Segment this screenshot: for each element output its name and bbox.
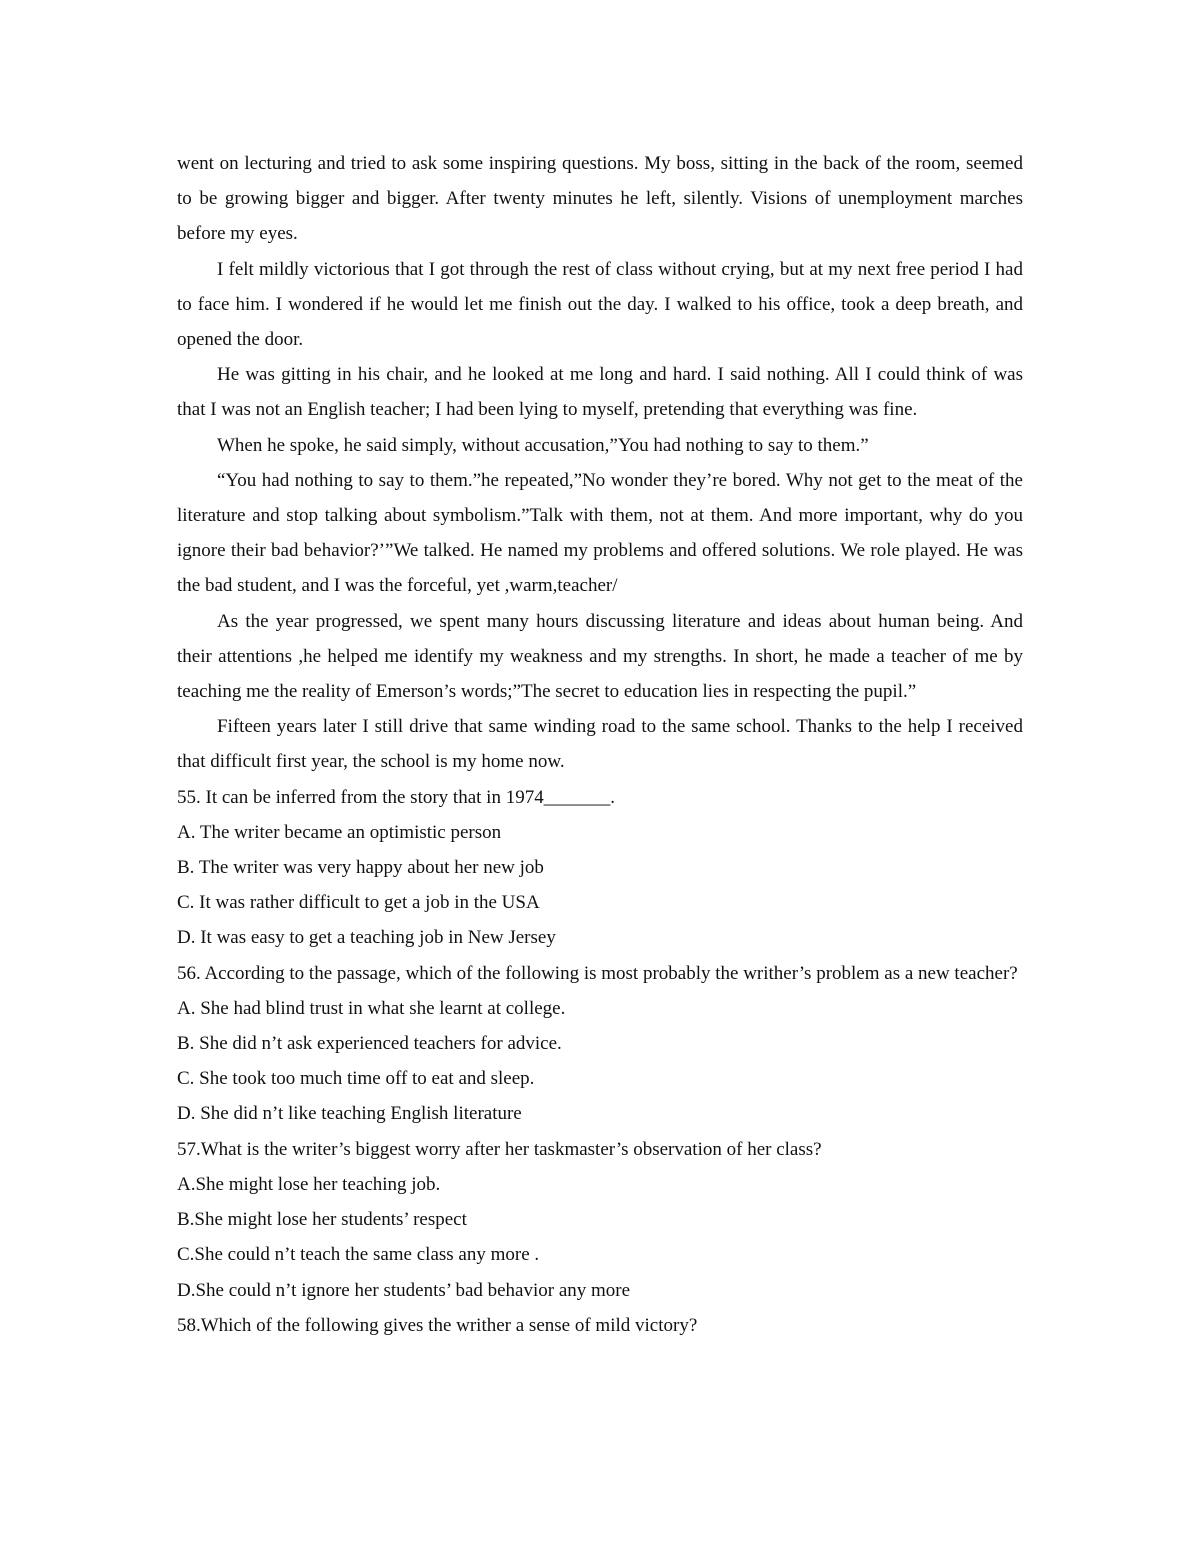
answer-option: D. It was easy to get a teaching job in New Jersey [177,927,556,949]
passage-paragraph: “You had nothing to say to them.”he repeated,”No wonder they’re bored. Why not get to the meat of the literature and stop talking about symbolism.”Talk with them, not at them. And more important, why do you ignore their bad behavior?’”We talked. He named my problems and offered solutions. We role played. He was the bad student, and I was the forceful, yet ,warm,teacher/ [177,469,1023,597]
passage-paragraph: He was gitting in his chair, and he looked at me long and hard. I said nothing. All I could think of was that I was not an English teacher; I had been lying to myself, pretending that everything was fine. [177,364,1023,421]
answer-option: A.She might lose her teaching job. [177,1173,441,1195]
answer-option: C. She took too much time off to eat and sleep. [177,1068,535,1090]
passage-paragraph: went on lecturing and tried to ask some inspiring questions. My boss, sitting in the back of the room, seemed to be growing bigger and bigger. After twenty minutes he left, silently. Visions of unemployment marches before my eyes. [177,153,1023,245]
question-stem: 57.What is the writer’s biggest worry after her taskmaster’s observation of her class? [177,1138,822,1160]
question-stem: 58.Which of the following gives the writher a sense of mild victory? [177,1314,698,1336]
passage-paragraph: I felt mildly victorious that I got through the rest of class without crying, but at my next free period I had to face him. I wondered if he would let me finish out the day. I walked to his office, took a deep breath, and opened the door. [177,258,1023,351]
question-56 [177,956,1023,1132]
answer-option: A. The writer became an optimistic person [177,821,502,843]
passage-paragraph: As the year progressed, we spent many hours discussing literature and ideas about human being. And their attentions ,he helped me identify my weakness and my strengths. In short, he made a teacher of me by teaching me the reality of Emerson’s words;”The secret to education lies in respecting the pupil.” [177,610,1023,703]
passage-paragraph: When he spoke, he said simply, without accusation,”You had nothing to say to them.” [217,434,869,456]
answer-option: A. She had blind trust in what she learnt at college. [177,997,566,1019]
answer-option: B.She might lose her students’ respect [177,1209,467,1231]
question-58 [177,1308,1023,1343]
question-57 [177,1132,1023,1308]
reading-passage [177,146,1023,780]
question-stem: 55. It can be inferred from the story that in 1974_______. [177,786,615,808]
answer-option: B. The writer was very happy about her new job [177,857,544,879]
passage-paragraph: Fifteen years later I still drive that same winding road to the same school. Thanks to the help I received that difficult first year, the school is my home now. [177,716,1023,773]
document-page [177,146,1023,1343]
answer-option: C. It was rather difficult to get a job in the USA [177,892,540,914]
answer-option: D. She did n’t like teaching English literature [177,1103,522,1125]
answer-option: B. She did n’t ask experienced teachers for advice. [177,1033,562,1055]
answer-option: D.She could n’t ignore her students’ bad behavior any more [177,1279,631,1301]
question-stem: 56. According to the passage, which of the following is most probably the writher’s problem as a new teacher? [177,962,1018,984]
question-55 [177,780,1023,956]
answer-option: C.She could n’t teach the same class any more . [177,1244,540,1266]
